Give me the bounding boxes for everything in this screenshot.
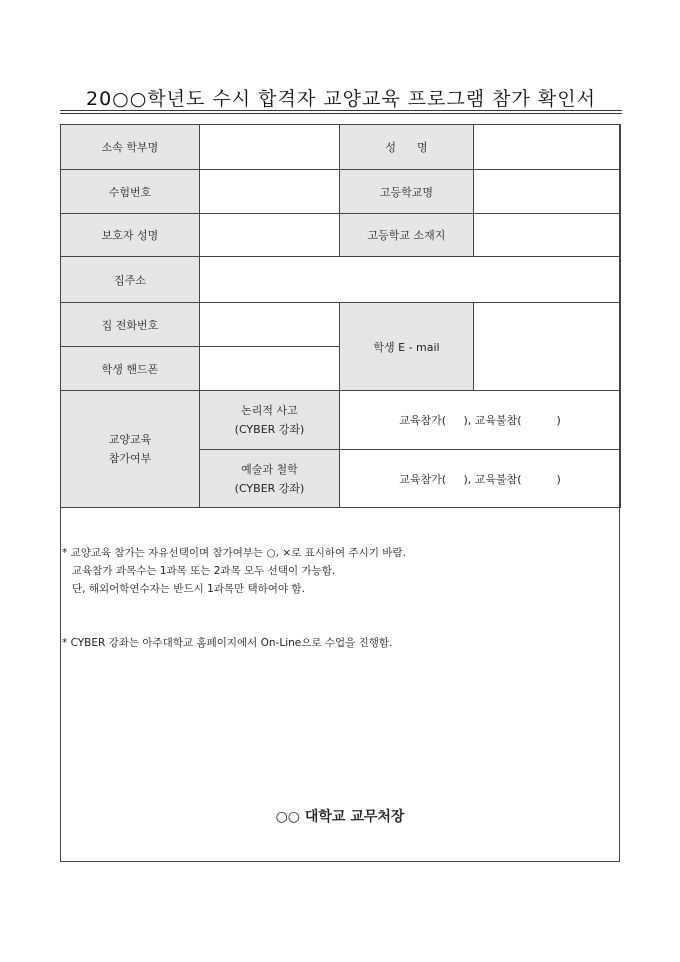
field-home-phone[interactable]	[200, 303, 340, 347]
note-line: * 교양교육 참가는 자유선택이며 참가여부는 ○, ×로 표시하여 주시기 바람.	[62, 547, 406, 559]
label-address: 집주소	[61, 257, 200, 303]
info-table	[60, 124, 621, 508]
field-exam-no[interactable]	[200, 170, 340, 214]
label-exam-no: 수험번호	[61, 170, 200, 214]
document-title: 20○○학년도 수시 합격자 교양교육 프로그램 참가 확인서	[85, 88, 596, 110]
note-line: 단, 해외어학연수자는 반드시 1과목만 택하여야 함.	[72, 583, 305, 595]
label-hs-location: 고등학교 소재지	[340, 214, 474, 257]
title-underline-double	[60, 113, 622, 114]
note-line: * CYBER 강좌는 아주대학교 홈페이지에서 On-Line으로 수업을 진행함.	[62, 637, 393, 649]
signature: ○○ 대학교 교무처장	[275, 809, 405, 825]
label-high-school: 고등학교명	[340, 170, 474, 214]
field-address[interactable]	[200, 257, 621, 303]
field-name[interactable]	[474, 125, 621, 170]
field-email[interactable]	[474, 303, 621, 391]
field-dept[interactable]	[200, 125, 340, 170]
label-home-phone: 집 전화번호	[61, 303, 200, 347]
label-mobile: 학생 핸드폰	[61, 347, 200, 391]
course-art: 예술과 철학 (CYBER 강좌)	[200, 450, 340, 508]
label-email: 학생 E - mail	[340, 303, 474, 391]
label-name: 성 명	[340, 125, 474, 170]
choice-logic[interactable]: 교육참가( ), 교육불참( )	[340, 391, 621, 450]
choice-art[interactable]: 교육참가( ), 교육불참( )	[340, 450, 621, 508]
field-guardian[interactable]	[200, 214, 340, 257]
field-mobile[interactable]	[200, 347, 340, 391]
label-participation: 교양교육 참가여부	[61, 391, 200, 508]
field-hs-location[interactable]	[474, 214, 621, 257]
notes	[62, 544, 406, 652]
label-guardian: 보호자 성명	[61, 214, 200, 257]
title-underline	[60, 110, 622, 111]
label-dept: 소속 학부명	[61, 125, 200, 170]
field-high-school[interactable]	[474, 170, 621, 214]
note-line: 교육참가 과목수는 1과목 또는 2과목 모두 선택이 가능함.	[72, 565, 336, 577]
course-logic: 논리적 사고 (CYBER 강좌)	[200, 391, 340, 450]
